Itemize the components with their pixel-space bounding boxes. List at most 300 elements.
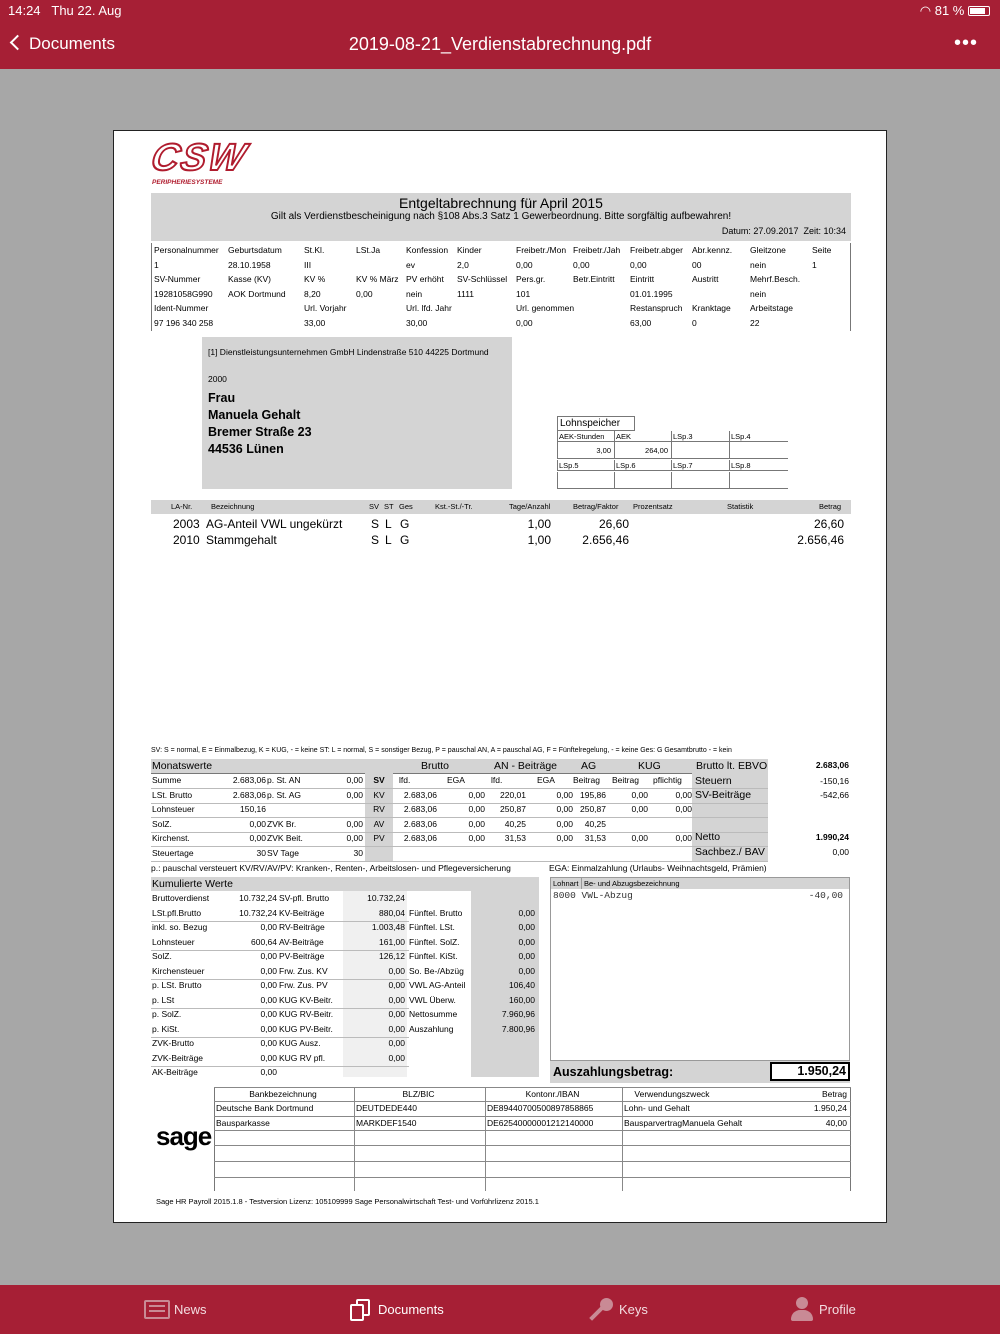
kum-cell: LSt.pfl.Brutto xyxy=(152,907,202,918)
info-cell: St.Kl. xyxy=(304,245,325,255)
monats-ebvo-value: 2.683,06 xyxy=(815,760,849,770)
monats-summary-value: 0,00 xyxy=(832,847,849,857)
info-cell: Url. lfd. Jahr xyxy=(406,303,452,313)
bank-cell: Lohn- und Gehalt xyxy=(624,1103,690,1113)
monats-cell: 150,16 xyxy=(240,804,266,814)
info-cell: Url. Vorjahr xyxy=(304,303,347,313)
statement-header xyxy=(151,193,851,241)
monats-cell: 0,00 xyxy=(346,789,363,800)
kum-cell: p. LSt xyxy=(152,994,175,1005)
address-box xyxy=(202,337,512,489)
line-ges: G xyxy=(400,517,410,531)
row-line xyxy=(214,1161,851,1162)
line-sv: S xyxy=(371,533,380,547)
statement-subtitle: Gilt als Verdienstbescheinigung nach §108 Abs.3 Satz 1 Gewerbeordnung. Bitte sorgfältig aufbewahren! xyxy=(270,211,732,222)
monats-cell: 195,86 xyxy=(580,789,606,800)
info-cell: nein xyxy=(750,259,767,270)
lohnspeicher-title: Lohnspeicher xyxy=(557,416,635,431)
kum-cell: 160,00 xyxy=(509,994,535,1005)
monats-subhead: lfd. xyxy=(399,775,411,785)
line-betrag: 26,60 xyxy=(813,517,844,531)
statement-date: Datum: 27.09.2017 Zeit: 10:34 xyxy=(721,226,846,236)
line-header-cell: ST xyxy=(384,502,394,511)
kum-cell: SV-pfl. Brutto xyxy=(279,893,330,903)
kum-cell: KUG Ausz. xyxy=(279,1038,321,1048)
monats-cell: KV xyxy=(373,789,385,800)
abzug-header-bezeichnung: Be- und Abzugsbezeichnung xyxy=(584,879,680,888)
monats-cell: SV xyxy=(373,775,385,785)
recipient-street: Bremer Straße 23 xyxy=(208,425,312,439)
kum-cell: p. KiSt. xyxy=(152,1023,180,1034)
cell-divider xyxy=(671,442,672,459)
legend-ega: EGA: Einmalzahlung (Urlaubs- Weihnachtsgeld, Prämien) xyxy=(549,863,767,873)
monats-cell: Kirchenst. xyxy=(152,833,190,843)
kum-cell: 0,00 xyxy=(260,980,277,990)
monats-cell: RV xyxy=(373,804,385,814)
col-line xyxy=(485,1087,486,1191)
kum-cell: 0,00 xyxy=(260,994,277,1005)
tab-profile[interactable]: Profile xyxy=(785,1285,885,1334)
monats-cell: 0,00 xyxy=(631,789,648,800)
info-cell: Eintritt xyxy=(630,274,655,284)
info-cell: nein xyxy=(750,288,767,299)
line-faktor: 26,60 xyxy=(598,517,629,531)
info-cell: Abr.kennz. xyxy=(692,245,733,255)
row-line xyxy=(151,861,768,862)
kum-cell: 0,00 xyxy=(388,1038,405,1048)
kum-cell: Fünftel. Brutto xyxy=(409,907,463,918)
kum-title: Kumulierte Werte xyxy=(152,878,233,890)
line-betrag: 2.656,46 xyxy=(797,533,844,547)
info-cell: 1111 xyxy=(457,288,475,299)
monats-ebvo: Brutto lt. EBVO xyxy=(696,760,768,772)
line-header-cell: LA-Nr. xyxy=(171,502,193,511)
info-cell: Freibetr./Mon xyxy=(516,245,567,255)
cell-divider xyxy=(557,431,558,442)
statement-title: Entgeltabrechnung für April 2015 xyxy=(399,195,603,211)
info-cell: Gleitzone xyxy=(750,245,786,255)
monats-cell: 0,00 xyxy=(468,818,485,829)
line-tage: 1,00 xyxy=(527,533,551,547)
monats-summary-value: -542,66 xyxy=(820,790,849,800)
lohnspeicher-label: AEK xyxy=(616,432,632,441)
lohnspeicher-label: LSp.4 xyxy=(731,432,751,441)
monats-subhead: lfd. xyxy=(491,775,503,785)
info-cell: SV-Schlüssel xyxy=(457,274,508,284)
lohnspeicher-label: LSp.6 xyxy=(616,461,636,470)
monats-summary-label: SV-Beiträge xyxy=(695,789,752,801)
bank-cell: DE62540000001212140000 xyxy=(487,1117,594,1128)
monats-cell: 220,01 xyxy=(500,789,526,800)
lohnspeicher-label: LSp.5 xyxy=(559,461,579,470)
recipient-city: 44536 Lünen xyxy=(208,442,284,456)
cell-divider xyxy=(729,442,730,459)
monats-subhead: Beitrag xyxy=(612,775,639,785)
tab-bar xyxy=(0,1285,1000,1334)
info-cell: 0,00 xyxy=(516,259,533,270)
more-options-button[interactable]: ••• xyxy=(953,32,978,54)
info-cell: AOK Dortmund xyxy=(228,288,286,299)
monats-cell: 250,87 xyxy=(500,804,526,814)
cell-divider xyxy=(614,460,615,471)
monats-cell: SV Tage xyxy=(267,847,299,858)
info-cell: 00 xyxy=(692,259,702,270)
monats-kug: KUG xyxy=(638,760,661,772)
kum-cell: 0,00 xyxy=(388,1023,405,1034)
info-cell: Konfession xyxy=(406,245,449,255)
line-header-cell: Kst.-St./-Tr. xyxy=(435,502,473,511)
monats-cell: 0,00 xyxy=(346,775,363,785)
info-cell: Kinder xyxy=(457,245,482,255)
info-cell: Kranktage xyxy=(692,303,731,313)
kum-cell: 106,40 xyxy=(509,980,535,990)
row-line xyxy=(214,1087,851,1088)
info-cell: 28.10.1958 xyxy=(228,259,271,270)
abzug-header-lohnart: Lohnart xyxy=(553,879,579,888)
abzug-value: -40,00 xyxy=(808,890,843,901)
line-ges: G xyxy=(400,533,410,547)
bank-table xyxy=(214,1087,851,1191)
info-cell: Betr.Eintritt xyxy=(573,274,615,284)
cell-divider xyxy=(557,460,558,471)
info-cell: III xyxy=(304,259,312,270)
row-line xyxy=(214,1145,851,1146)
info-cell: 22 xyxy=(750,317,760,328)
bank-cell: 40,00 xyxy=(825,1117,847,1128)
cell-divider xyxy=(729,472,730,489)
line-sv: S xyxy=(371,517,380,531)
auszahlungsbetrag-row xyxy=(550,1061,850,1083)
cell-divider xyxy=(729,431,730,442)
kum-cell: 880,04 xyxy=(379,907,405,918)
logo-letters: CSW xyxy=(147,137,252,179)
status-bar xyxy=(0,0,1000,22)
sender-line: [1] Dienstleistungsunternehmen GmbH Lindenstraße 510 44225 Dortmund xyxy=(208,347,489,357)
bank-cell: DE89440700500897858865 xyxy=(487,1103,594,1113)
monats-cell: 2.683,06 xyxy=(232,789,266,800)
row-line xyxy=(151,773,768,774)
kum-cell: p. SolZ. xyxy=(152,1009,182,1019)
lohnspeicher-label: LSp.7 xyxy=(673,461,693,470)
kum-cell: 10.732,24 xyxy=(239,893,277,903)
line-tage: 1,00 xyxy=(527,517,551,531)
info-cell: KV % März xyxy=(356,274,399,284)
kum-cell: 0,00 xyxy=(260,922,277,932)
monats-cell: 31,53 xyxy=(504,833,526,843)
kum-cell: 600,64 xyxy=(251,936,277,947)
abzug-box xyxy=(550,877,850,1061)
monats-cell: 0,00 xyxy=(468,804,485,814)
monats-cell: p. St. AG xyxy=(267,789,302,800)
lohnspeicher-label: LSp.3 xyxy=(673,432,693,441)
nav-bar xyxy=(0,22,1000,69)
battery-status: ◠ 81 % xyxy=(920,3,990,19)
bank-cell: MARKDEF1540 xyxy=(356,1117,417,1128)
info-cell: 19281058G990 xyxy=(154,288,213,299)
kum-cell: 0,00 xyxy=(388,1052,405,1063)
kum-cell: 1.003,48 xyxy=(371,922,405,932)
monats-cell: 0,00 xyxy=(631,804,648,814)
kum-cell: ZVK-Brutto xyxy=(152,1038,195,1048)
lohnspeicher-box xyxy=(557,416,788,492)
lohnspeicher-label: LSp.8 xyxy=(731,461,751,470)
line-header-cell: Tage/Anzahl xyxy=(509,502,551,511)
monats-subhead: EGA xyxy=(447,775,465,785)
kum-cell: KUG PV-Beitr. xyxy=(279,1023,333,1034)
monatswerte-table xyxy=(151,759,851,863)
kum-cell: ZVK-Beiträge xyxy=(152,1052,204,1063)
info-cell: Freibetr./Jah xyxy=(573,245,621,255)
info-cell: 0,00 xyxy=(356,288,373,299)
line-header-cell: SV xyxy=(369,502,380,511)
line-header-cell: Betrag/Faktor xyxy=(573,502,619,511)
kum-cell: 0,00 xyxy=(260,1023,277,1034)
monats-ag: AG xyxy=(581,760,597,772)
info-cell: 97 196 340 258 xyxy=(154,317,214,328)
info-cell: 0,00 xyxy=(630,259,647,270)
kum-cell: Fünftel. SolZ. xyxy=(409,936,460,947)
info-cell: 101 xyxy=(516,288,531,299)
monats-cell: 0,00 xyxy=(675,833,692,843)
monats-cell: 40,25 xyxy=(504,818,526,829)
line-st: L xyxy=(385,533,392,547)
legend-pauschal: p.: pauschal versteuert KV/RV/AV/PV: Kranken-, Renten-, Arbeitslosen- und Pflegeversicherung xyxy=(151,863,511,873)
row-line xyxy=(214,1130,851,1131)
kum-cell: 0,00 xyxy=(518,907,535,918)
bank-cell: Bausparkasse xyxy=(216,1117,270,1128)
bank-header: BLZ/BIC xyxy=(402,1089,435,1099)
cell-divider xyxy=(614,442,615,459)
monats-cell: Steuertage xyxy=(152,847,194,858)
kum-cell: RV-Beiträge xyxy=(279,922,325,932)
monats-cell: 0,00 xyxy=(346,818,363,829)
kum-cell: PV-Beiträge xyxy=(279,951,325,961)
monats-cell: ZVK Beit. xyxy=(267,833,303,843)
line-st: L xyxy=(385,517,392,531)
info-cell: 01.01.1995 xyxy=(630,288,673,299)
auszahlung-label: Auszahlungsbetrag: xyxy=(553,1065,674,1079)
kum-cell: AV-Beiträge xyxy=(279,936,324,947)
kum-cell: KUG KV-Beitr. xyxy=(279,994,333,1005)
tab-news[interactable]: News xyxy=(140,1285,260,1334)
info-cell: nein xyxy=(406,288,423,299)
kum-cell: 0,00 xyxy=(260,965,277,976)
tab-keys[interactable]: Keys xyxy=(585,1285,685,1334)
lohnspeicher-label: AEK-Stunden xyxy=(559,432,605,441)
row-line xyxy=(214,1101,851,1102)
line-header-cell: Bezeichnung xyxy=(211,502,255,511)
info-cell: 0,00 xyxy=(573,259,590,270)
monats-cell: p. St. AN xyxy=(267,775,301,785)
logo-subtitle: PERIPHERIESYSTEME xyxy=(152,179,223,186)
sage-logo: sage xyxy=(156,1121,212,1151)
kum-cell: inkl. so. Bezug xyxy=(152,922,208,932)
kum-cell: So. Be-/Abzüg xyxy=(409,965,464,976)
monats-cell: Lohnsteuer xyxy=(152,804,195,814)
documents-icon xyxy=(350,1299,372,1321)
newspaper-icon xyxy=(144,1300,170,1319)
document-title: 2019-08-21_Verdienstabrechnung.pdf xyxy=(348,34,652,54)
line-bezeichnung: Stammgehalt xyxy=(206,533,277,547)
recipient-name: Manuela Gehalt xyxy=(208,408,301,422)
monats-summary-label: Sachbez./ BAV xyxy=(695,846,765,858)
kum-cell: Frw. Zus. KV xyxy=(279,965,328,976)
monats-cell: 0,00 xyxy=(468,833,485,843)
kum-cell: 0,00 xyxy=(518,951,535,961)
info-cell: Kasse (KV) xyxy=(228,274,271,284)
kum-cell: 0,00 xyxy=(518,936,535,947)
monats-cell: 30 xyxy=(353,847,363,858)
monats-cell: PV xyxy=(373,833,385,843)
kum-cell: Auszahlung xyxy=(409,1023,454,1034)
bank-header: Bankbezeichnung xyxy=(249,1089,317,1099)
line-items-header xyxy=(151,500,851,514)
monats-cell: 2.683,06 xyxy=(403,804,437,814)
monats-cell: LSt. Brutto xyxy=(152,789,193,800)
lohnspeicher-value: 264,00 xyxy=(645,446,668,455)
info-cell: 0,00 xyxy=(516,317,533,328)
info-cell: Pers.gr. xyxy=(516,274,546,284)
line-header-cell: Statistik xyxy=(727,502,754,511)
monats-cell: ZVK Br. xyxy=(267,818,297,829)
monats-cell: 250,87 xyxy=(580,804,606,814)
info-cell: 8,20 xyxy=(304,288,321,299)
info-cell: ev xyxy=(406,259,415,270)
monats-brutto: Brutto xyxy=(421,760,450,772)
monats-cell: 2.683,06 xyxy=(403,818,437,829)
monats-summary-label: Netto xyxy=(695,831,721,843)
kum-cell: 0,00 xyxy=(388,994,405,1005)
monats-cell: Summe xyxy=(152,775,182,785)
monats-cell: 30 xyxy=(256,847,266,858)
info-cell: Arbeitstage xyxy=(750,303,793,313)
info-cell: Geburtsdatum xyxy=(228,245,282,255)
col-line xyxy=(622,1087,623,1191)
kum-cell: 0,00 xyxy=(260,1009,277,1019)
key-icon xyxy=(589,1298,613,1322)
line-faktor: 2.656,46 xyxy=(582,533,629,547)
info-cell: Ident-Nummer xyxy=(154,303,209,313)
kum-cell: KUG RV-Beitr. xyxy=(279,1009,334,1019)
monats-cell: 0,00 xyxy=(346,833,363,843)
info-cell: 33,00 xyxy=(304,317,326,328)
bank-cell: BausparvertragManuela Gehalt xyxy=(624,1117,743,1128)
info-cell: Url. genommen xyxy=(516,303,575,313)
cell-divider xyxy=(671,460,672,471)
info-cell: 0 xyxy=(692,317,697,328)
kum-cell: Bruttoverdienst xyxy=(152,893,210,903)
wifi-icon: ◠ xyxy=(919,3,932,18)
employee-info-table xyxy=(151,243,851,331)
row-line xyxy=(214,1177,851,1178)
back-button[interactable]: Documents xyxy=(12,34,115,54)
monats-subhead: EGA xyxy=(537,775,555,785)
monats-cell: 0,00 xyxy=(556,789,573,800)
monats-cell: 2.683,06 xyxy=(403,789,437,800)
monats-cell: 0,00 xyxy=(468,789,485,800)
profile-icon xyxy=(791,1297,813,1321)
info-cell: PV erhöht xyxy=(406,274,444,284)
line-items xyxy=(151,517,851,557)
cell-divider xyxy=(729,460,730,471)
kum-cell: 0,00 xyxy=(388,1009,405,1019)
company-logo xyxy=(147,137,264,187)
info-cell: Seite xyxy=(812,245,832,255)
info-cell: Restanspruch xyxy=(630,303,683,313)
bank-cell: DEUTDEDE440 xyxy=(356,1103,417,1113)
kum-cell: AK-Beiträge xyxy=(152,1067,198,1077)
kum-cell: 0,00 xyxy=(260,1038,277,1048)
info-cell: SV-Nummer xyxy=(154,274,201,284)
monats-head-bg xyxy=(151,759,768,773)
kum-cell: Fünftel. KiSt. xyxy=(409,951,458,961)
kum-cell: Frw. Zus. PV xyxy=(279,980,328,990)
monats-cell: 0,00 xyxy=(556,818,573,829)
monats-cell: 2.683,06 xyxy=(403,833,437,843)
kum-cell: 0,00 xyxy=(388,980,405,990)
cell-divider xyxy=(557,442,558,459)
line-nr: 2003 xyxy=(173,517,200,531)
monats-cell: 0,00 xyxy=(675,804,692,814)
monats-cell: AV xyxy=(373,818,385,829)
battery-icon xyxy=(968,6,990,16)
kum-cell: KUG RV pfl. xyxy=(279,1052,326,1063)
footer-license: Sage HR Payroll 2015.1.8 - Testversion Lizenz: 105109999 Sage Personalwirtschaft Test- und Vorführlizenz 2015.1 xyxy=(156,1197,539,1206)
monats-cell: 0,00 xyxy=(631,833,648,843)
monats-cell: 0,00 xyxy=(249,833,266,843)
kum-cell: 10.732,24 xyxy=(367,893,405,903)
kum-cell: p. LSt. Brutto xyxy=(152,980,202,990)
kum-cell: KV-Beiträge xyxy=(279,907,325,918)
monats-title: Monatswerte xyxy=(152,760,213,772)
kum-cell: 0,00 xyxy=(260,1067,277,1077)
kum-cell: 10.732,24 xyxy=(239,907,277,918)
cell-divider xyxy=(557,472,558,489)
kum-cell: 0,00 xyxy=(388,965,405,976)
bank-cell: 1.950,24 xyxy=(813,1103,847,1113)
monats-cell: 31,53 xyxy=(584,833,606,843)
monats-cell: 0,00 xyxy=(249,818,266,829)
monats-summary-value: -150,16 xyxy=(820,776,849,786)
monats-cell: 0,00 xyxy=(556,833,573,843)
monats-cell: 40,25 xyxy=(584,818,606,829)
line-header-cell: Prozentsatz xyxy=(633,502,673,511)
info-cell: Freibetr.abger xyxy=(630,245,683,255)
lohnspeicher-value: 3,00 xyxy=(596,446,611,455)
status-time-date: 14:24 Thu 22. Aug xyxy=(8,3,122,18)
cell-divider xyxy=(671,472,672,489)
kum-cell: 0,00 xyxy=(260,951,277,961)
bank-header: Verwendungszweck xyxy=(634,1089,710,1099)
cell-divider xyxy=(614,431,615,442)
monats-cell: SolZ. xyxy=(152,818,172,829)
recipient-salutation: Frau xyxy=(208,391,236,405)
line-header-cell: Ges xyxy=(399,502,413,511)
kum-cell: 7.960,96 xyxy=(501,1009,535,1019)
info-cell: Austritt xyxy=(692,274,719,284)
kum-cell: Fünftel. LSt. xyxy=(409,922,455,932)
tab-documents[interactable]: Documents xyxy=(345,1285,505,1334)
info-cell: 1 xyxy=(812,259,817,270)
bank-cell: Deutsche Bank Dortmund xyxy=(216,1103,314,1113)
document-page xyxy=(113,130,887,1223)
kum-cell: 0,00 xyxy=(518,965,535,976)
monats-subhead: Beitrag xyxy=(573,775,600,785)
abzug-row: 8000 VWL-Abzug xyxy=(553,890,633,901)
info-cell: Mehrf.Besch. xyxy=(750,274,801,284)
monats-cell: 0,00 xyxy=(556,804,573,814)
kum-cell: 7.800,96 xyxy=(501,1023,535,1034)
